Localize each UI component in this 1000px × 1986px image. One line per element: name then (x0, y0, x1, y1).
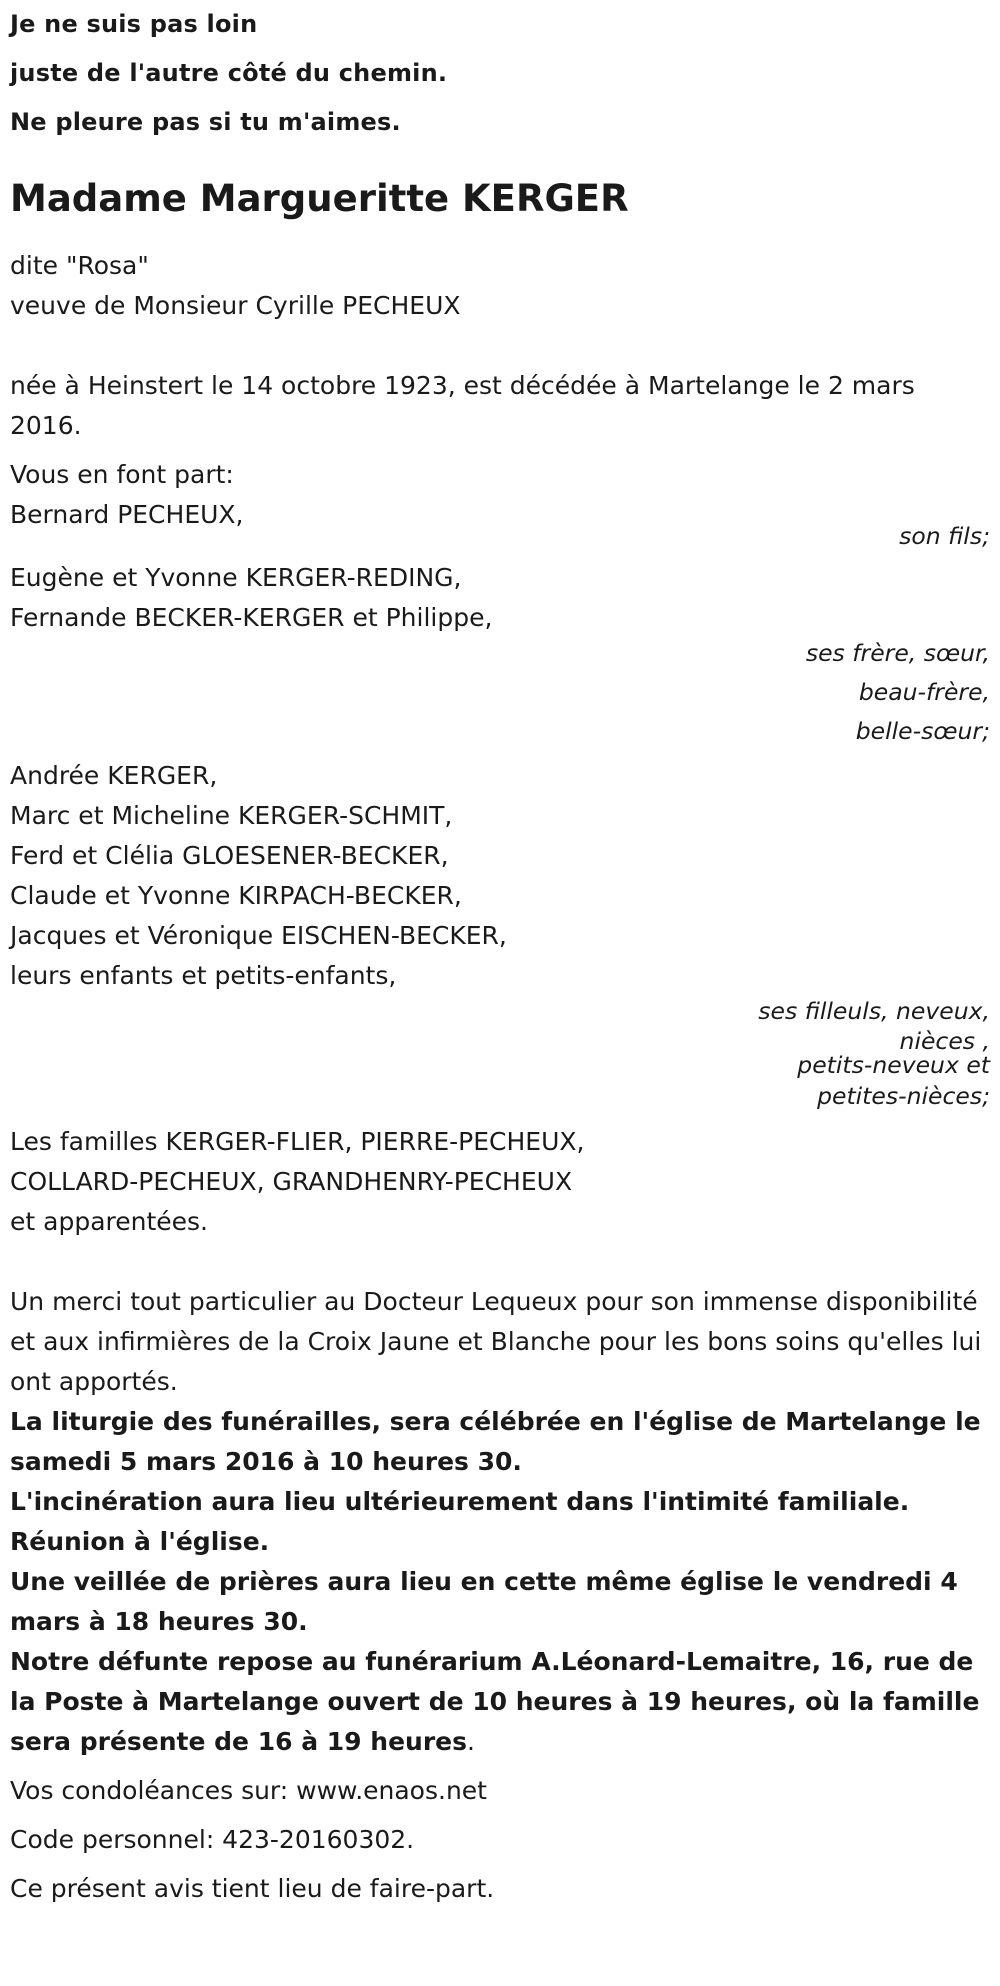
nephews-relation (10, 992, 990, 1116)
poem-line: Ne pleure pas si tu m'aimes. (10, 108, 401, 136)
deceased-info (10, 246, 990, 326)
siblings-relation (10, 634, 990, 751)
son-relation: son fils; (899, 522, 990, 550)
notice-line: Ce présent avis tient lieu de faire-part. (10, 1874, 495, 1903)
relation-line: petits-neveux et (797, 1051, 990, 1079)
thanks-paragraph: Un merci tout particulier au Docteur Lequeux pour son immense disponibilité et aux infirmières de la Croix Jaune et Blanche pour les bons soins qu'elles lui ont apportés. (10, 1287, 982, 1396)
family-line: Les familles KERGER-FLIER, PIERRE-PECHEUX, (10, 1127, 585, 1156)
poem-line: Je ne suis pas loin (10, 10, 258, 38)
son-name: Bernard PECHEUX, (10, 500, 244, 529)
siblings-list (10, 558, 990, 638)
relation-line: ses filleuls, neveux, (758, 997, 990, 1025)
sibling-entry: Fernande BECKER-KERGER et Philippe, (10, 603, 493, 632)
announcement-intro: Vous en font part: (10, 460, 234, 489)
relation-line: nièces , (899, 1027, 990, 1055)
nephew-entry: Jacques et Véronique EISCHEN-BECKER, (10, 921, 507, 950)
vigil-paragraph: Une veillée de prières aura lieu en cette même église le vendredi 4 mars à 18 heures 30. (10, 1567, 958, 1636)
incineration-paragraph: L'incinération aura lieu ultérieurement dans l'intimité familiale. (10, 1487, 910, 1516)
obituary-notice (10, 0, 990, 1909)
nephew-entry: Claude et Yvonne KIRPACH-BECKER, (10, 881, 462, 910)
birth-death: née à Heinstert le 14 octobre 1923, est décédée à Martelange le 2 mars 2016. (10, 371, 915, 440)
personal-code-line: Code personnel: 423-20160302. (10, 1825, 415, 1854)
nephew-entry: Marc et Micheline KERGER-SCHMIT, (10, 801, 453, 830)
families-list (10, 1122, 990, 1242)
nickname: dite "Rosa" (10, 251, 149, 280)
poem-line: juste de l'autre côté du chemin. (10, 59, 448, 87)
relation-line: ses frère, sœur, (805, 639, 990, 667)
repose-text: Notre défunte repose au funérarium A.Léonard-Lemaitre, 16, rue de la Poste à Martelange ouvert de 10 heures à 19 heures, où la famille sera présente de 16 à 19 heures (10, 1647, 980, 1756)
nephew-entry: Andrée KERGER, (10, 761, 218, 790)
poem (10, 0, 990, 147)
relation-line: beau-frère, (858, 678, 990, 706)
nephews-list (10, 756, 990, 996)
nephew-entry: leurs enfants et petits-enfants, (10, 961, 397, 990)
meeting-paragraph: Réunion à l'église. (10, 1527, 270, 1556)
repose-paragraph (10, 1642, 990, 1762)
family-line: et apparentées. (10, 1207, 208, 1236)
family-line: COLLARD-PECHEUX, GRANDHENRY-PECHEUX (10, 1167, 573, 1196)
repose-end: . (467, 1727, 475, 1756)
condolences-line: Vos condoléances sur: www.enaos.net (10, 1776, 487, 1805)
sibling-entry: Eugène et Yvonne KERGER-REDING, (10, 563, 462, 592)
relation-line: petites-nièces; (817, 1082, 990, 1110)
deceased-name: Madame Margueritte KERGER (10, 177, 629, 220)
liturgy-paragraph: La liturgie des funérailles, sera célébrée en l'église de Martelange le samedi 5 mars 2016 à 10 heures 30. (10, 1407, 981, 1476)
nephew-entry: Ferd et Clélia GLOESENER-BECKER, (10, 841, 449, 870)
widow-of: veuve de Monsieur Cyrille PECHEUX (10, 291, 461, 320)
relation-line: belle-sœur; (855, 717, 990, 745)
